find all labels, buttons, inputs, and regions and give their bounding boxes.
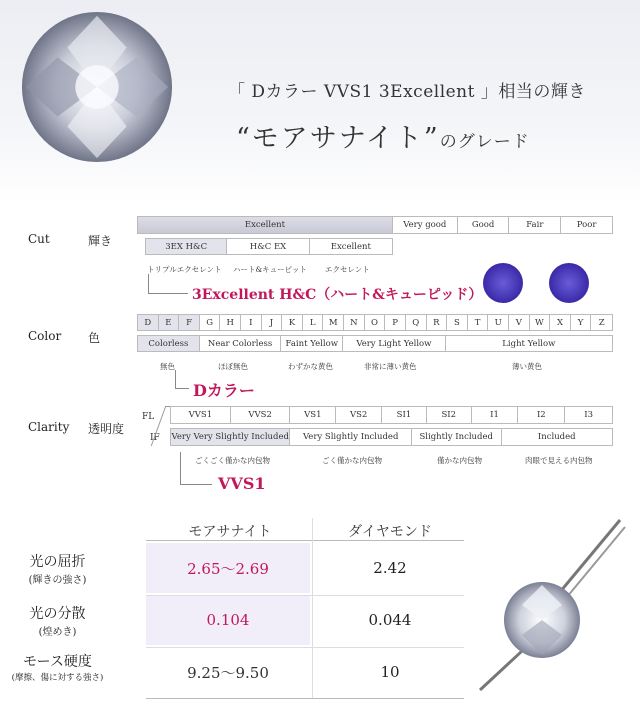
color-grade-cell: Y	[571, 315, 592, 330]
clarity-grade-vvs2: VVS2	[231, 407, 291, 423]
color-grade-cell: N	[344, 315, 365, 330]
color-grade-cell: I	[241, 315, 262, 330]
heart-pattern-icon	[483, 263, 523, 303]
clarity-grade-i1: I1	[472, 407, 519, 423]
clarity-grade-si1: SI1	[382, 407, 427, 423]
cut-sub-excellent: Excellent	[330, 241, 371, 252]
row-label-sub: (摩擦、傷に対する強さ)	[11, 673, 104, 683]
cut-grade-bar	[137, 216, 613, 234]
color-ja-3: 非常に薄い黄色	[364, 362, 417, 371]
cut-label-ja: 輝き	[88, 234, 113, 248]
color-grade-cell: Q	[406, 315, 427, 330]
cut-pointer	[148, 274, 188, 294]
color-grade-cell: Z	[598, 317, 605, 328]
color-group-very-light-yellow: Very Light Yellow	[343, 336, 446, 351]
row-label-main: 光の屈折	[29, 554, 86, 570]
color-grade-cell: D	[138, 315, 159, 330]
headline-suffix: のグレード	[439, 132, 530, 152]
clarity-fl: FL	[142, 412, 155, 422]
comparison-row	[0, 647, 470, 699]
diamond-value: 2.42	[373, 559, 407, 577]
color-grade-cell: L	[303, 315, 324, 330]
arrow-pattern-icon	[549, 263, 589, 303]
color-ja-4: 薄い黄色	[512, 362, 542, 371]
color-pointer	[175, 370, 189, 389]
cut-label-en: Cut	[28, 232, 50, 246]
row-label	[0, 603, 115, 638]
color-ja-2: わずかな黄色	[288, 362, 333, 371]
row-divider	[146, 595, 464, 596]
row-label	[0, 551, 115, 586]
row-label-sub: (煌めき)	[38, 627, 77, 638]
cut-grade-excellent: Excellent	[138, 217, 393, 233]
color-grade-cell: R	[427, 315, 448, 330]
color-group-near-colorless: Near Colorless	[200, 336, 282, 351]
color-grade-cell: G	[200, 315, 221, 330]
color-group-faint-yellow: Faint Yellow	[281, 336, 343, 351]
color-grade-cell: P	[385, 315, 406, 330]
headline-sub: 「 Dカラー VVS1 3Excellent 」相当の輝き	[228, 82, 586, 102]
clarity-pointer	[180, 452, 212, 485]
clarity-label-en: Clarity	[28, 420, 70, 434]
row-label-sub: (輝きの強さ)	[28, 575, 87, 586]
clarity-grade-i3: I3	[584, 410, 593, 420]
comparison-row	[0, 543, 470, 595]
color-grade-cell: K	[282, 315, 303, 330]
row-divider	[146, 647, 464, 648]
row-label-main: モース硬度	[23, 654, 92, 670]
color-group-light-yellow: Light Yellow	[502, 338, 556, 349]
cut-highlight: 3Excellent H&C（ハート&キューピッド）	[192, 287, 483, 303]
moissanite-value: 0.104	[146, 595, 310, 645]
clarity-group-bar	[170, 428, 613, 446]
color-label-ja: 色	[88, 331, 101, 345]
diamond-value: 10	[380, 663, 400, 681]
clarity-if: IF	[150, 433, 160, 443]
headline-main	[236, 116, 530, 155]
cut-grade-good: Good	[458, 217, 510, 233]
clarity-highlight: VVS1	[218, 474, 266, 493]
tweezers-gem-image	[470, 515, 630, 715]
color-grade-cell: U	[488, 315, 509, 330]
clarity-grade-bar	[170, 406, 613, 424]
color-highlight: Dカラー	[193, 381, 255, 400]
color-label-en: Color	[28, 329, 62, 343]
color-grade-cell: X	[550, 315, 571, 330]
cut-grade-verygood: Very good	[393, 217, 458, 233]
cut-sub-ja-2: エクセレント	[325, 265, 370, 274]
col-moissanite: モアサナイト	[188, 524, 272, 540]
clarity-ja-0: ごくごく僅かな内包物	[195, 456, 270, 465]
clarity-label-ja: 透明度	[88, 422, 125, 436]
color-grade-cell: O	[365, 315, 386, 330]
clarity-group-si: Slightly Included	[412, 429, 502, 445]
headline-moissanite: “モアサナイト”	[236, 123, 440, 154]
clarity-group-vvs: Very Very Slightly Included	[171, 429, 290, 445]
color-grade-cell: E	[159, 315, 180, 330]
cut-grade-fair: Fair	[509, 217, 561, 233]
comparison-row	[0, 595, 470, 647]
cut-grade-poor: Poor	[561, 217, 612, 233]
hero-banner	[0, 0, 640, 205]
color-ja-0: 無色	[160, 362, 175, 371]
column-divider	[312, 518, 313, 698]
color-grade-bar	[137, 314, 613, 331]
clarity-grade-si2: SI2	[427, 407, 472, 423]
clarity-ja-3: 肉眼で見える内包物	[525, 456, 593, 465]
color-grade-cell: V	[509, 315, 530, 330]
clarity-ja-1: ごく僅かな内包物	[322, 456, 382, 465]
diamond-value: 0.044	[368, 611, 412, 629]
color-ja-1: ほぼ無色	[218, 362, 248, 371]
cut-sub-bar	[145, 238, 393, 255]
row-label	[0, 651, 115, 683]
clarity-ja-2: 僅かな内包物	[437, 456, 482, 465]
cut-sub-ja-1: ハート&キューピット	[233, 265, 307, 274]
moissanite-value: 2.65〜2.69	[146, 543, 310, 593]
cut-sub-3ex: 3EX H&C	[146, 239, 227, 254]
clarity-grade-vs1: VS1	[290, 407, 336, 423]
cut-sub-hc-ex: H&C EX	[227, 239, 309, 254]
clarity-grade-i2: I2	[518, 407, 565, 423]
moissanite-value: 9.25〜9.50	[187, 663, 269, 682]
row-divider	[146, 698, 464, 699]
clarity-grade-vs2: VS2	[336, 407, 382, 423]
color-grade-cell: F	[179, 315, 200, 330]
clarity-group-vs: Very Slightly Included	[290, 429, 411, 445]
color-grade-cell: H	[220, 315, 241, 330]
color-grade-cell: M	[323, 315, 344, 330]
color-grade-cell: S	[447, 315, 468, 330]
col-diamond: ダイヤモンド	[348, 524, 432, 540]
clarity-group-i: Included	[537, 432, 576, 442]
color-grade-cell: J	[262, 315, 283, 330]
comparison-header-rule	[146, 540, 464, 541]
color-group-bar	[137, 335, 613, 352]
cut-sub-ja-0: トリプルエクセレント	[147, 265, 222, 274]
diamond-image	[18, 8, 176, 166]
row-label-main: 光の分散	[29, 606, 86, 622]
color-grade-cell: T	[468, 315, 489, 330]
color-group-colorless: Colorless	[138, 336, 200, 351]
clarity-grade-vvs1: VVS1	[171, 407, 231, 423]
color-grade-cell: W	[530, 315, 551, 330]
